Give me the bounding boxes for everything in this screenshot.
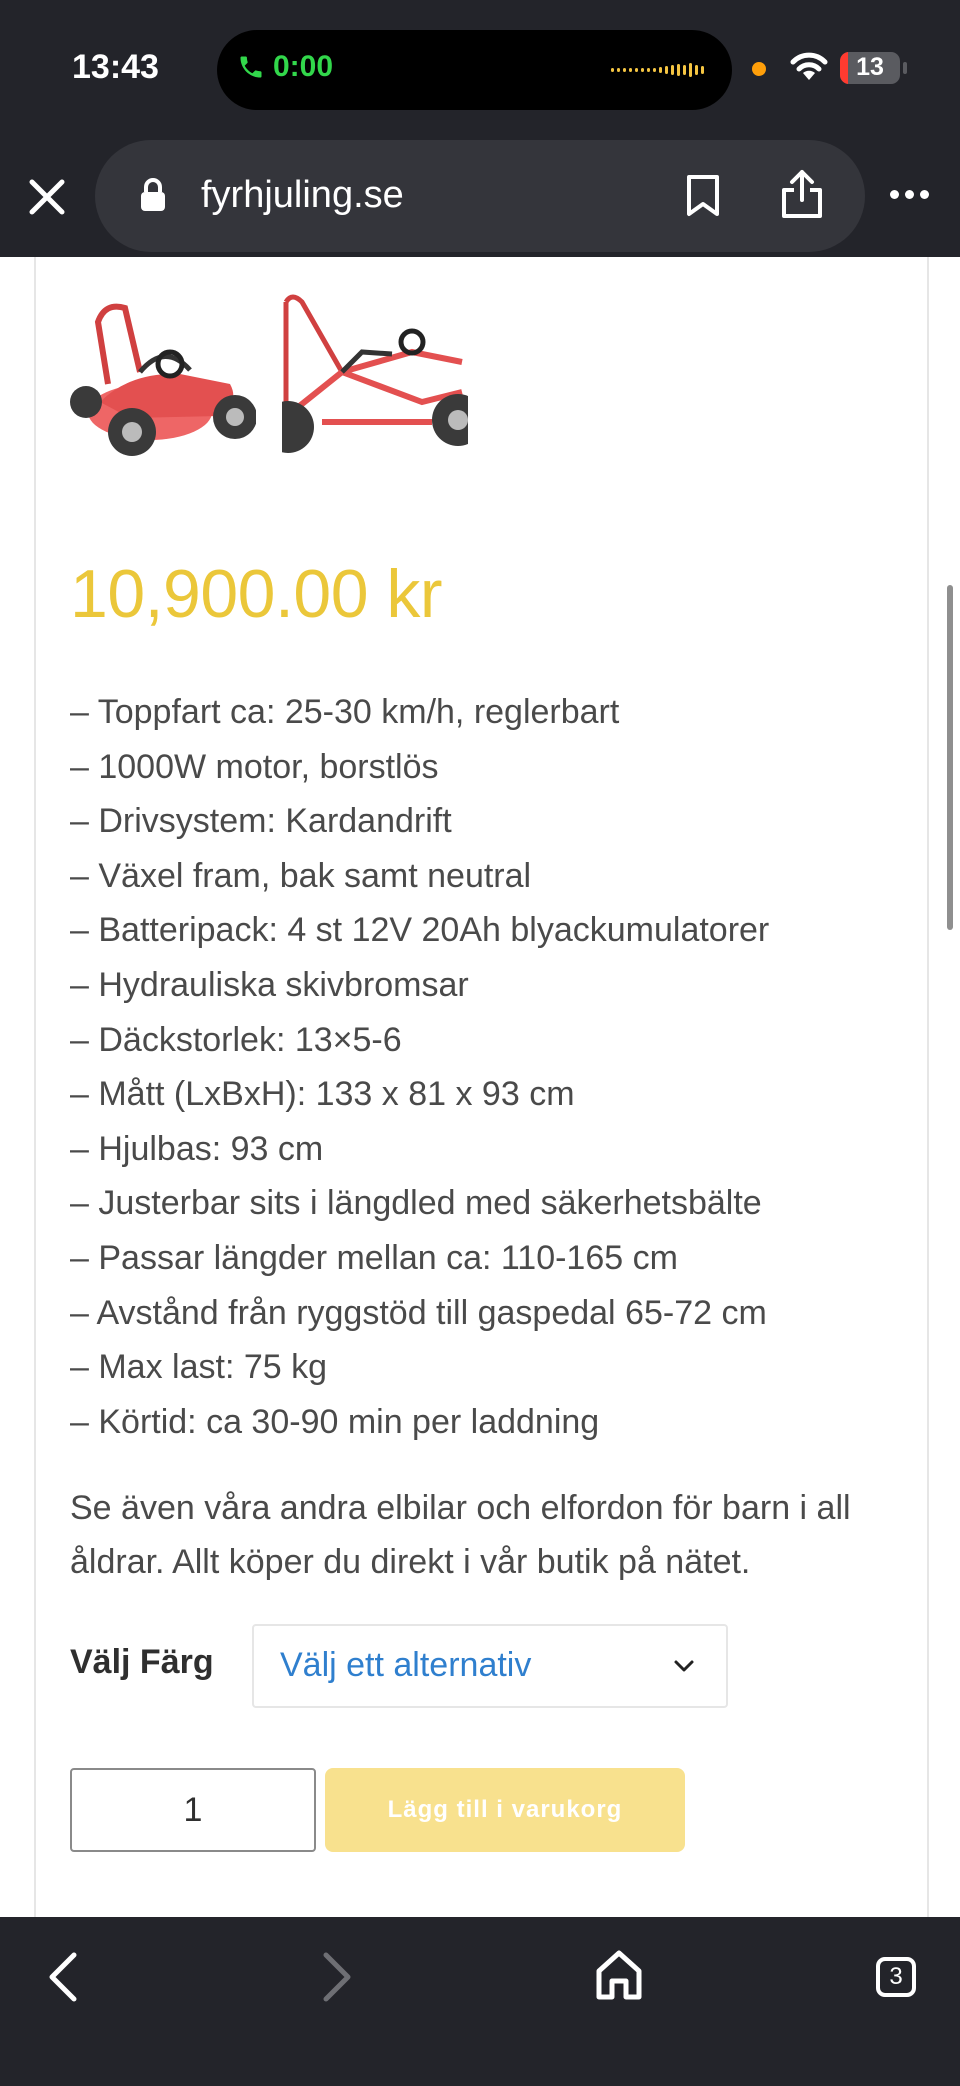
forward-arrow-icon[interactable]	[318, 1947, 358, 2007]
page-scrollbar[interactable]	[947, 585, 953, 930]
battery-level: 13	[856, 53, 884, 81]
call-duration: 0:00	[273, 50, 334, 83]
spec-item: – Däckstorlek: 13×5-6	[70, 1020, 402, 1059]
spec-item: – Mått (LxBxH): 133 x 81 x 93 cm	[70, 1075, 575, 1114]
color-select-value: Välj ett alternativ	[280, 1646, 532, 1684]
spec-item: – Växel fram, bak samt neutral	[70, 856, 532, 895]
audio-waveform-icon	[611, 60, 704, 80]
browser-top-chrome	[0, 0, 960, 257]
spec-item: – 1000W motor, borstlös	[70, 747, 439, 786]
quantity-input[interactable]: 1	[70, 1768, 316, 1852]
spec-item: – Hydrauliska skivbromsar	[70, 965, 469, 1004]
color-label: Välj Färg	[70, 1643, 214, 1681]
bookmark-icon[interactable]	[685, 174, 721, 218]
spec-item: – Batteripack: 4 st 12V 20Ah blyackumulatorer	[70, 911, 770, 950]
phone-icon	[237, 53, 265, 81]
chevron-down-icon	[672, 1654, 696, 1678]
spec-item: – Passar längder mellan ca: 110-165 cm	[70, 1238, 678, 1277]
call-indicator[interactable]	[237, 50, 333, 84]
battery-icon	[840, 52, 900, 84]
spec-item: – Justerbar sits i längdled med säkerhetsbälte	[70, 1184, 762, 1223]
spec-item: – Max last: 75 kg	[70, 1348, 328, 1387]
more-options-icon[interactable]	[890, 190, 929, 199]
close-icon[interactable]	[22, 172, 72, 222]
dynamic-island[interactable]	[217, 30, 732, 110]
wifi-icon	[790, 52, 828, 82]
status-time: 13:43	[72, 48, 159, 86]
tabs-button[interactable]: 3	[876, 1957, 916, 1997]
product-price: 10,900.00 kr	[70, 556, 443, 632]
mic-in-use-indicator	[752, 62, 766, 76]
spec-item: – Hjulbas: 93 cm	[70, 1129, 324, 1168]
spec-item: – Avstånd från ryggstöd till gaspedal 65-72 cm	[70, 1293, 767, 1332]
share-icon[interactable]	[780, 168, 824, 220]
browser-bottom-toolbar	[0, 1917, 960, 2086]
product-thumbnail-2[interactable]	[282, 292, 468, 460]
promo-text: Se även våra andra elbilar och elfordon för barn i all åldrar. Allt köper du direkt i vår butik på nätet.	[70, 1489, 851, 1581]
battery-cap	[903, 62, 907, 74]
spec-item: – Toppfart ca: 25-30 km/h, reglerbart	[70, 693, 620, 731]
product-thumbnail-1[interactable]	[70, 292, 256, 460]
url-text[interactable]: fyrhjuling.se	[201, 174, 404, 216]
product-spec-list	[70, 685, 900, 1449]
add-to-cart-button[interactable]: Lägg till i varukorg	[325, 1768, 685, 1852]
address-bar[interactable]	[95, 140, 865, 252]
lock-icon	[140, 178, 166, 212]
back-arrow-icon[interactable]	[42, 1947, 82, 2007]
spec-item: – Drivsystem: Kardandrift	[70, 802, 452, 841]
home-icon[interactable]	[594, 1947, 644, 2003]
color-select[interactable]	[252, 1624, 728, 1708]
spec-item: – Körtid: ca 30-90 min per laddning	[70, 1402, 600, 1441]
